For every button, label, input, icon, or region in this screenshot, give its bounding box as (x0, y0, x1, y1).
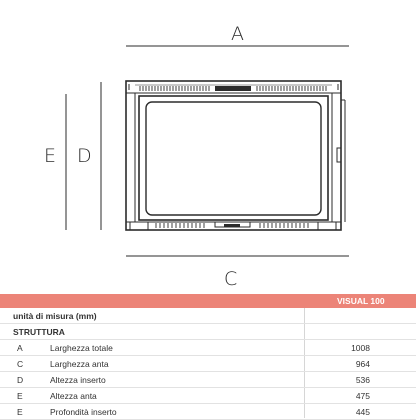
table-row (0, 372, 416, 388)
spec-table-header (0, 294, 416, 308)
model-header: VISUAL 100 (337, 296, 385, 306)
row-label: Larghezza totale (50, 343, 113, 353)
spec-table (0, 294, 416, 420)
dimension-label-a: A (231, 23, 244, 45)
section-row (0, 324, 416, 340)
top-center-plate (215, 86, 251, 91)
table-row (0, 404, 416, 420)
unit-row (0, 308, 416, 324)
table-row (0, 388, 416, 404)
row-value: 445 (355, 407, 370, 417)
row-value: 1008 (351, 343, 370, 353)
row-label: Profondità inserto (50, 407, 117, 417)
dimension-label-c: C (224, 268, 238, 290)
section-label: STRUTTURA (13, 327, 65, 337)
fireplace-outline (126, 81, 345, 230)
row-code: C (17, 359, 24, 369)
row-code: E (17, 391, 23, 401)
row-code: A (17, 343, 23, 353)
row-value: 475 (355, 391, 370, 401)
row-code: E (17, 407, 23, 417)
dimension-label-e: E (44, 145, 57, 167)
unit-label: unità di misura (mm) (13, 311, 97, 321)
row-label: Altezza anta (50, 391, 97, 401)
row-code: D (17, 375, 24, 385)
row-label: Larghezza anta (50, 359, 109, 369)
table-row (0, 340, 416, 356)
dimension-label-d: D (77, 145, 92, 167)
table-row (0, 356, 416, 372)
row-value: 964 (355, 359, 370, 369)
row-label: Altezza inserto (50, 375, 106, 385)
row-value: 536 (355, 375, 370, 385)
